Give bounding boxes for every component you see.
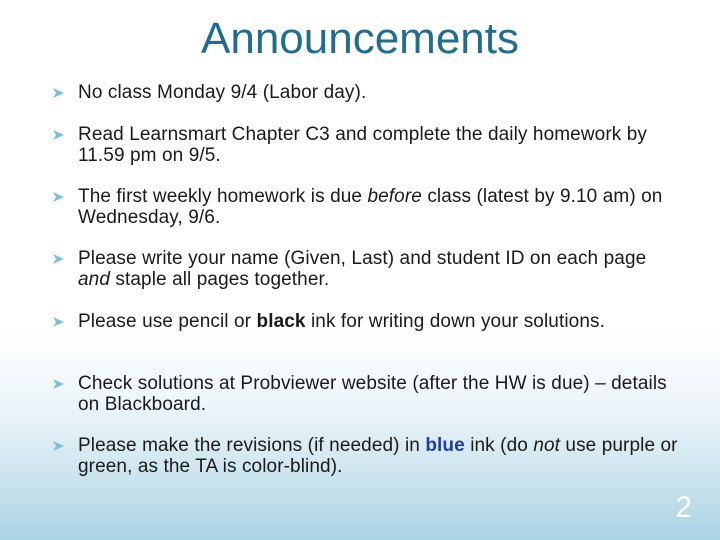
bullet-text-bold: black	[256, 311, 306, 332]
bullet-arrow-icon	[48, 125, 74, 145]
bullet-item	[48, 186, 678, 228]
bullet-text-emphasis: and	[78, 269, 111, 290]
bullet-text-emphasis: before	[367, 186, 422, 207]
bullet-item	[48, 248, 678, 290]
bullet-text-part: class (latest by 9.10 am) on Wednesday, 9/6.	[78, 186, 663, 228]
page-number: 2	[675, 491, 692, 524]
bullet-text-part: staple all pages together.	[110, 269, 330, 290]
bullet-text-blue: blue	[425, 435, 465, 456]
bullet-text-part: Please make the revisions (if needed) in	[78, 435, 426, 456]
slide-title: Announcements	[201, 14, 519, 63]
bullet-item	[48, 82, 678, 103]
bullet-arrow-icon	[48, 249, 74, 269]
bullet-arrow-icon	[48, 187, 74, 207]
bullet-text: Check solutions at Probviewer website (after the HW is due) – details on Blackboard.	[78, 373, 667, 415]
bullet-arrow-icon	[48, 312, 74, 332]
bullet-arrow-icon	[48, 436, 74, 456]
bullet-text-part: Please use pencil or	[78, 311, 257, 332]
bullet-text-part: Please write your name (Given, Last) and student ID on each page	[78, 248, 647, 269]
bullet-arrow-icon	[48, 83, 74, 103]
bullet-arrow-icon	[48, 374, 74, 394]
bullet-text: Read Learnsmart Chapter C3 and complete the daily homework by 11.59 pm on 9/5.	[78, 124, 648, 166]
bullet-text-part: The first weekly homework is due	[78, 186, 368, 207]
bullet-item	[48, 124, 678, 166]
bullet-item	[48, 311, 678, 332]
bullet-text: No class Monday 9/4 (Labor day).	[78, 82, 367, 103]
bullet-text-part: ink (do	[464, 435, 534, 456]
bullet-item	[48, 435, 678, 477]
bullet-text-emphasis: not	[533, 435, 561, 456]
bullet-text-part: use purple or green, as the TA is color-blind).	[78, 435, 678, 477]
bullet-text-part: ink for writing down your solutions.	[305, 311, 605, 332]
bullet-item	[48, 373, 678, 415]
